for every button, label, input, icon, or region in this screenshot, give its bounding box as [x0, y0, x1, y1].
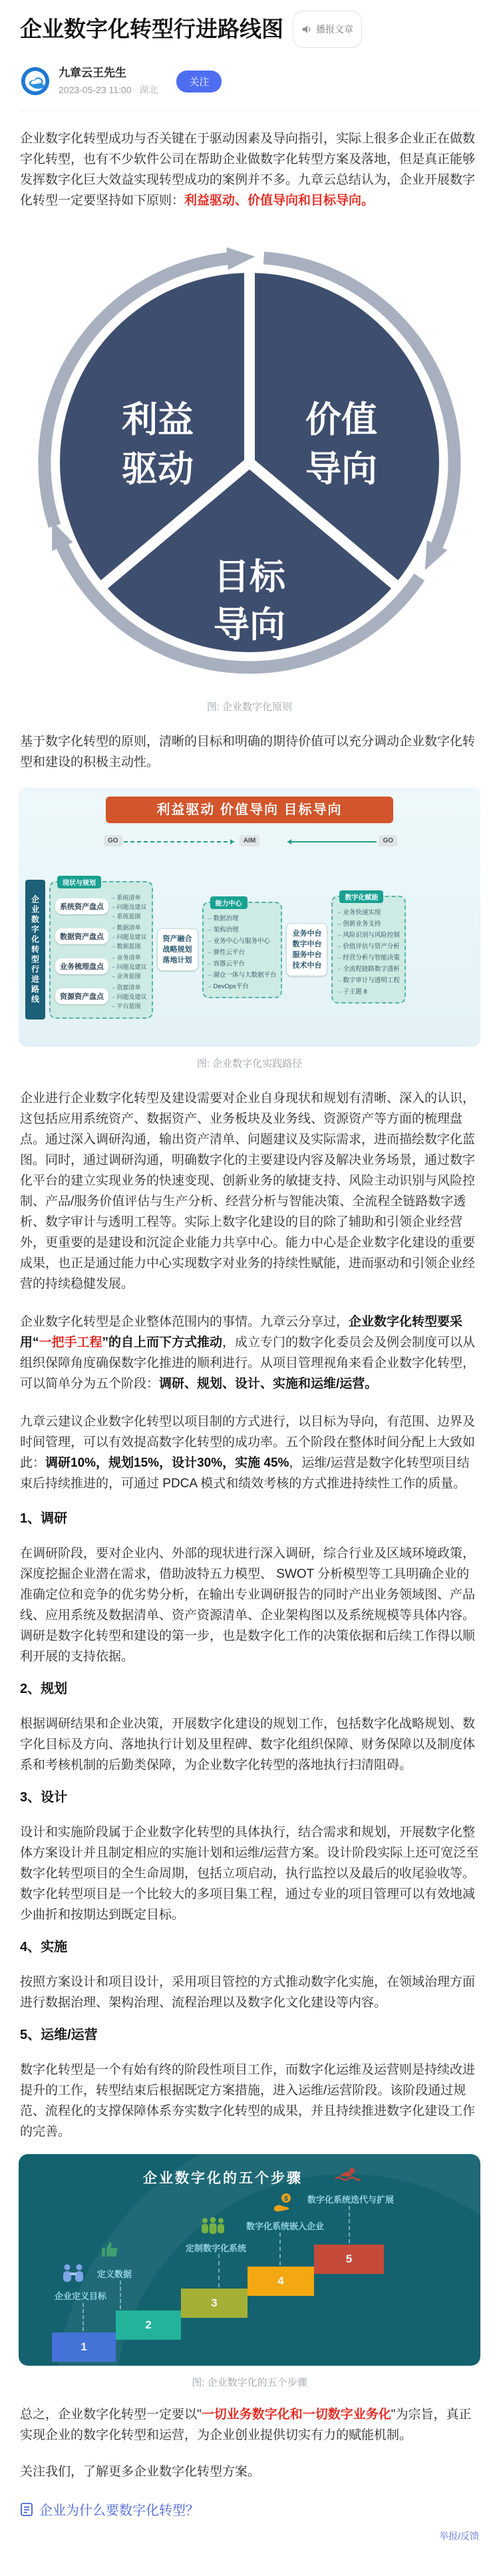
node-leaves [112, 893, 147, 920]
node-pill: 业务梳理盘点 [55, 958, 108, 974]
avatar[interactable] [20, 66, 51, 96]
p6-normal1: 总之，企业数字化转型一定要以" [20, 2408, 202, 2422]
section-operation [20, 2026, 479, 2142]
report-row [20, 2529, 479, 2543]
step2-block: 2 [116, 2310, 181, 2340]
publish-meta [59, 83, 158, 96]
cycle-diagram-figure [37, 224, 462, 690]
section-implementation [20, 1938, 479, 2013]
step5-connector [349, 2206, 350, 2243]
capability-item: – 数据治理 [208, 913, 277, 922]
p4-bold2: ”的自上而下方式推动 [102, 1336, 223, 1350]
step1-block: 1 [52, 2332, 116, 2362]
solid-arrow [287, 841, 377, 842]
enablement-item: – 子主题 8 [337, 986, 399, 996]
paragraph-conclusion [20, 2404, 479, 2446]
p4-normal1: 企业数字化转型是企业整体范围内的事情。九章云分享过， [20, 1315, 349, 1329]
step3-connector [218, 2254, 220, 2287]
publish-time: 2023-05-23 11:00 [59, 84, 132, 95]
stage-capability-center-label: 能力中心 [210, 896, 248, 909]
step3-label: 定制数字化系统 [186, 2243, 247, 2253]
aim-tag: AIM [240, 835, 259, 846]
hub-line: 落地计划 [162, 956, 192, 964]
step5-label: 数字化系统迭代与扩展 [307, 2195, 395, 2205]
figure3-caption: 图: 企业数字化的五个步骤 [192, 2377, 307, 2388]
segment-profit-line1: 利益 [122, 400, 194, 440]
article-doc-icon [20, 2502, 33, 2517]
node-resource-assets [55, 983, 147, 1010]
hub-line: 数字中台 [292, 940, 322, 948]
leaf-item: – 数据蓝图 [112, 942, 147, 950]
hub-line: 资产融合 [162, 935, 192, 943]
leaf-item: – 系统蓝图 [112, 912, 147, 920]
enablement-item: – 价值评估与资产分析 [337, 941, 399, 950]
capability-items [208, 913, 277, 990]
enablement-item: – 风险识别与风险控制 [337, 930, 399, 939]
broadcast-label: 播报文章 [316, 24, 353, 35]
p5-normal2: ，运维/运营是数字化转型项目结束后持续推进的，可通过 PDCA 模式和绩效考核的方式推进持续性工作的质量。 [20, 1456, 470, 1491]
node-system-assets [55, 893, 147, 920]
leaf-item: – 系统清单 [112, 893, 147, 902]
capability-item: – 弹性云平台 [208, 947, 277, 956]
node-data-assets [55, 923, 147, 950]
section-implementation-heading: 4、实施 [20, 1940, 68, 1954]
cycle-diagram [37, 224, 462, 690]
step2-label: 定义数据 [97, 2269, 132, 2279]
related-article-link[interactable] [20, 2499, 479, 2519]
p4-normal2: ，成立专门的数字化委员会及例会制度可以从组织保障角度确保数字化推进的顺利进行。从项目管理视角来看企业数字化转型，可以简单分为五个阶段： [20, 1336, 476, 1391]
node-leaves [112, 983, 147, 1010]
enablement-item: – 全流程链路数字透析 [337, 964, 399, 973]
capability-item: – 业务中心与服务中心 [208, 936, 277, 945]
leaf-item: – 问题及建议 [112, 992, 147, 1001]
node-business-review [55, 953, 147, 980]
capability-item: – 湖仓一体与大数据平台 [208, 970, 277, 979]
p4-bold3: 调研、规划、设计、实施和运维/运营。 [159, 1377, 378, 1391]
paragraph-intro-text: 企业数字化转型成功与否关键在于驱动因素及导向指引，实际上很多企业正在做数字化转型，也有不少软件公司在帮助企业做数字化转型方案及落地，但是真正能够发挥数字化巨大效益实现转型成功的案例并不多。九章云总结认为，企业开展数字化转型一定要坚持如下原则： [20, 132, 476, 208]
leaf-item: – 业务蓝图 [112, 972, 147, 980]
swimmer-icon [334, 2167, 362, 2185]
speaker-icon [301, 25, 312, 34]
p4-bold1: 企业数字化转型要采用“ [20, 1315, 463, 1350]
publish-location: 湖北 [139, 84, 158, 95]
step3-block: 3 [181, 2289, 248, 2318]
author-avatar-logo [20, 66, 51, 96]
leaf-item: – 平台蓝图 [112, 1002, 147, 1010]
segment-profit-line2: 驱动 [122, 449, 194, 489]
stage-digital-enablement-label: 数字化赋能 [339, 890, 383, 903]
hub-middle-platforms [286, 923, 327, 976]
stage-current-plan-label: 现状与规划 [57, 876, 101, 888]
steps-title: 企业数字化的五个步骤 [143, 2171, 303, 2186]
node-leaves [112, 923, 147, 950]
page-title [20, 11, 479, 48]
section-operation-heading: 5、运维/运营 [20, 2028, 98, 2042]
enablement-item: – 创新业务支持 [337, 918, 399, 928]
step5-block: 5 [314, 2245, 384, 2274]
roadmap-figure [19, 787, 480, 1047]
section-research-heading: 1、调研 [20, 1511, 68, 1526]
step1-label: 企业定义目标 [55, 2291, 107, 2301]
enablement-item: – 数字审计与透明工程 [337, 975, 399, 984]
node-pill: 数据资产盘点 [55, 928, 108, 944]
go-right-tag: GO [379, 835, 397, 846]
section-planning-heading: 2、规划 [20, 1682, 68, 1696]
p5-bold: 调研10%，规划15%，设计30%，实施 45% [45, 1456, 289, 1470]
page-title-text: 企业数字化转型行进路线图 [20, 17, 283, 41]
paragraph-5 [20, 1411, 479, 1494]
leaf-item: – 数据清单 [112, 923, 147, 932]
roadmap-banner: 利益驱动 价值导向 目标导向 [106, 797, 393, 823]
broadcast-button[interactable] [293, 11, 362, 48]
hub-line: 技术中台 [292, 962, 322, 970]
node-pill: 资源资产盘点 [55, 988, 108, 1004]
hub-line: 业务中台 [292, 930, 322, 938]
section-research [20, 1510, 479, 1667]
paragraph-2: 基于数字化转型的原则，清晰的目标和明确的期待价值可以充分调动企业数字化转型和建设的积极主动性。 [20, 735, 476, 769]
roadmap-spine: 企业数字化转型行进路线 [25, 880, 45, 1019]
step1-connector [83, 2303, 84, 2331]
figure2-caption: 图: 企业数字化实践路径 [196, 1058, 303, 1069]
leaf-item: – 问题及建议 [112, 932, 147, 941]
capability-item: – DevOps平台 [208, 981, 277, 990]
paragraph-3: 企业进行企业数字化转型及建设需要对企业自身现状和规划有清晰、深入的认识，这包括应用系统资产、数据资产、业务板块及业务线、资源资产等方面的梳理盘点。通过深入调研沟通，输出资产清单、问题建议及实际需求，进而描绘数字化蓝图。同时，通过调研沟通，明确数字化的主要建设内容及解决业务场景，通过数字化平台的建立实现业务的快速变现、创新业务的敏捷支持、风险主动识别与风险控制、产品/服务价值评估与生产分析、经营分析与智能决策、全流程全链路数字透析、数字审计与透明工程等。实际上数字化建设的目的除了辅助和引领企业经营外，更重要的是建设和沉淀企业能力共享中心。能力中心是企业数字化建设的重要成果，也正是通过能力中心实现数字对业务的持续性赋能，进而驱动和引领企业经营的持续稳健发展。 [20, 1091, 476, 1291]
paragraph-intro [20, 128, 479, 211]
step2-connector [120, 2281, 121, 2309]
enablement-items [337, 907, 399, 996]
step4-connector [279, 2233, 281, 2265]
capability-item: – 容器云平台 [208, 958, 277, 968]
paragraph-4 [20, 1312, 479, 1394]
step4-block: 4 [248, 2267, 314, 2296]
section-design [20, 1789, 479, 1925]
capability-item: – 架构治理 [208, 924, 277, 934]
leaf-item: – 问题及建议 [112, 902, 147, 911]
related-article-text: 企业为什么要数字化转型？ [39, 2503, 199, 2518]
node-pill: 系统资产盘点 [55, 898, 108, 914]
section-planning [20, 1680, 479, 1775]
dashed-arrow [124, 841, 234, 842]
thumbs-up-icon [101, 2241, 118, 2261]
p5-normal1: 九章云建议企业数字化转型以项目制的方式进行，以目标为导向，有范围、边界及时间管理，可以有效提高数字化转型的成功率。五个阶段在整体时间分配上大致如此： [20, 1415, 476, 1470]
leaf-item: – 资源清单 [112, 983, 147, 992]
principles-highlight: 利益驱动、价值导向和目标导向。 [184, 194, 375, 208]
team-people-icon [200, 2217, 226, 2239]
leaf-item: – 业务清单 [112, 953, 147, 962]
p6-red: 一切业务数字化和一切数字业务化 [201, 2408, 391, 2422]
hub-line: 战略规划 [162, 946, 192, 954]
step4-label: 数字化系统嵌入企业 [246, 2221, 325, 2231]
stage-current-plan-group [49, 881, 153, 1019]
header-divider [20, 110, 479, 111]
roadmap-mindmap [25, 860, 475, 1039]
section-research-body: 在调研阶段，要对企业内、外部的现状进行深入调研，综合行业及区域环境政策，深度挖掘企业潜在需求，借助波特五力模型、 SWOT 分析模型等工具明确企业的准确定位和竞争的优劣势分析，在输出专业调研报告的同时产出业务领域图、产品线、应用系统及数据清单、资产资源清单、企业架构图以及系统规模等具体内容。调研是数字化转型和建设的第一步，也是数字化工作的决策依据和后续工作得以顺利开展的支持依据。 [20, 1547, 476, 1664]
hand-money-icon [273, 2193, 295, 2216]
enablement-item: – 经营分析与智能决策 [337, 952, 399, 962]
stage-capability-center-group [202, 902, 283, 998]
section-design-heading: 3、设计 [20, 1790, 68, 1805]
follow-button[interactable]: 关注 [176, 71, 222, 92]
hub-line: 服务中台 [292, 951, 322, 959]
segment-value-line1: 价值 [305, 400, 377, 440]
author-name[interactable]: 九章云王先生 [59, 66, 126, 79]
section-implementation-body: 按照方案设计和项目设计，采用项目管控的方式推动数字化实施，在领域治理方面进行数据治理、架构治理、流程治理以及数字化文化建设等内容。 [20, 1975, 476, 2010]
section-design-body: 设计和实施阶段属于企业数字化转型的具体执行，结合需求和规划，开展数字化整体方案设计并且制定相应的实施计划和运维/运营方案。设计阶段实际上还可宽泛至数字化转型项目的全生命周期，包括立项启动，执行监控以及最后的收尾验收等。数字化转型项目是一个比较大的多项目集工程，通过专业的项目管理可以有效地减少曲折和按期达到既定目标。 [20, 1825, 479, 1922]
section-planning-body: 根据调研结果和企业决策，开展数字化建设的规划工作，包括数字化战略规划、数字化目标及方向、落地执行计划及里程碑、数字化组织保障、财务保障以及制度体系和考核机制的后勤类保障，为企业数字化转型的落地执行扫清阻碍。 [20, 1717, 476, 1772]
figure1-caption: 图: 企业数字化原则 [206, 701, 293, 713]
stage-digital-enablement-group [331, 896, 405, 1004]
p4-red: 一把手工程 [39, 1336, 102, 1350]
svg-text:$: $ [284, 2195, 288, 2203]
segment-goal-line2: 导向 [214, 605, 285, 645]
report-feedback-link[interactable]: 举报/反馈 [439, 2531, 479, 2541]
leaf-item: – 问题及建议 [112, 962, 147, 971]
segment-value-line2: 导向 [305, 449, 377, 489]
segment-goal-line1: 目标 [214, 557, 285, 597]
go-left-tag: GO [104, 835, 122, 846]
enablement-item: – 业务快速实现 [337, 907, 399, 916]
p6-normal2: "为宗旨，真正实现企业的数字化转型和运营，为企业创业提供切实有力的赋能机制。 [20, 2408, 472, 2442]
handshake-people-icon [61, 2263, 85, 2287]
paragraph-follow-us: 关注我们，了解更多企业数字化转型方案。 [20, 2465, 261, 2479]
section-operation-body: 数字化转型是一个有始有终的阶段性项目工作，而数字化运维及运营则是持续改进提升的工作，转型结束后根据既定方案措施，进入运维/运营阶段。该阶段通过规范、流程化的支撑保障体系夯实数字化转型的成果，并且持续推进数字化建设工作的完善。 [20, 2063, 476, 2139]
hub-strategy [157, 928, 198, 971]
five-steps-figure [19, 2154, 480, 2366]
node-leaves [112, 953, 147, 980]
author-row [20, 65, 479, 97]
